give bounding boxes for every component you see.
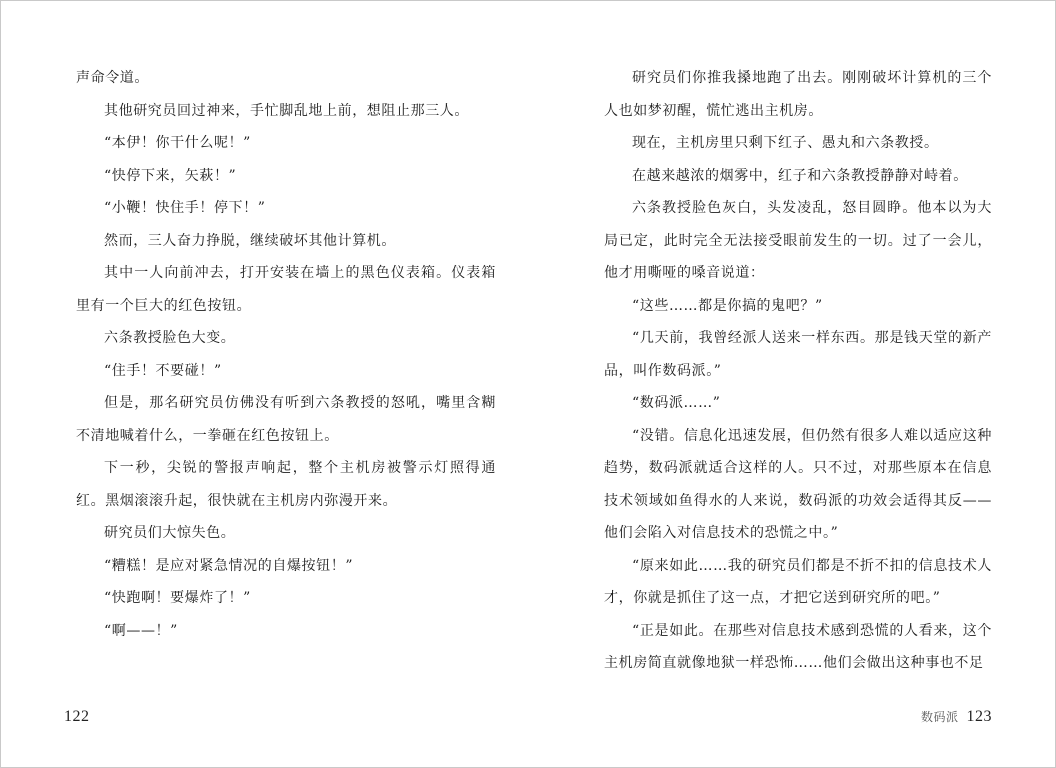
paragraph: 其中一人向前冲去，打开安装在墙上的黑色仪表箱。仪表箱里有一个巨大的红色按钮。: [76, 265, 496, 314]
right-page-body: [604, 62, 992, 680]
paragraph: “几天前，我曾经派人送来一样东西。那是钱天堂的新产品，叫作数码派。”: [604, 330, 992, 379]
paragraph: “快停下来，矢萩！”: [104, 167, 237, 184]
paragraph: “糟糕！是应对紧急情况的自爆按钮！”: [104, 557, 354, 574]
paragraph: 但是，那名研究员仿佛没有听到六条教授的怒吼，嘴里含糊不清地喊着什么，一拳砸在红色按钮上。: [76, 395, 496, 444]
running-section-title: 数码派: [920, 710, 959, 724]
paragraph: “这些……都是你搞的鬼吧？”: [632, 297, 823, 314]
right-page-footer: [921, 708, 992, 726]
paragraph: 声命令道。: [76, 70, 149, 86]
paragraph: 现在，主机房里只剩下红子、愚丸和六条教授。: [632, 135, 939, 151]
paragraph: 然而，三人奋力挣脱，继续破坏其他计算机。: [104, 232, 396, 249]
paragraph: 六条教授脸色灰白，头发凌乱，怒目圆睁。他本以为大局已定，此时完全无法接受眼前发生的一切。过了一会儿，他才用嘶哑的嗓音说道：: [604, 200, 992, 281]
paragraph: 六条教授脸色大变。: [104, 330, 236, 346]
paragraph: “住手！不要碰！”: [104, 362, 222, 379]
paragraph: 在越来越浓的烟雾中，红子和六条教授静静对峙着。: [632, 167, 968, 184]
paragraph: “快跑啊！要爆炸了！”: [104, 590, 251, 606]
paragraph: “原来如此……我的研究员们都是不折不扣的信息技术人才，你就是抓住了这一点，才把它送到研究所的吧。”: [604, 557, 992, 606]
paragraph: 研究员们你推我搡地跑了出去。刚刚破坏计算机的三个人也如梦初醒，慌忙逃出主机房。: [604, 70, 992, 119]
left-page-number: 122: [64, 708, 90, 725]
paragraph: 其他研究员回过神来，手忙脚乱地上前，想阻止那三人。: [104, 102, 469, 119]
paragraph: “正是如此。在那些对信息技术感到恐慌的人看来，这个主机房简直就像地狱一样恐怖……他们会做出这种事也不足: [604, 622, 992, 671]
right-page-number: 123: [966, 708, 992, 725]
paragraph: 研究员们大惊失色。: [104, 525, 236, 541]
paragraph: “本伊！你干什么呢！”: [104, 135, 251, 151]
paragraph: “没错。信息化迅速发展，但仍然有很多人难以适应这种趋势，数码派就适合这样的人。只不过，对那些原本在信息技术领域如鱼得水的人来说，数码派的功效会适得其反——他们会陷入对信息技术的恐慌之中。”: [604, 427, 992, 541]
left-page-body: [76, 62, 496, 647]
paragraph: “小鞭！快住手！停下！”: [104, 200, 266, 216]
paragraph: 下一秒，尖锐的警报声响起，整个主机房被警示灯照得通红。黑烟滚滚升起，很快就在主机房内弥漫开来。: [76, 460, 496, 509]
paragraph: “数码派……”: [632, 395, 721, 411]
paragraph: “啊——！”: [104, 622, 178, 639]
